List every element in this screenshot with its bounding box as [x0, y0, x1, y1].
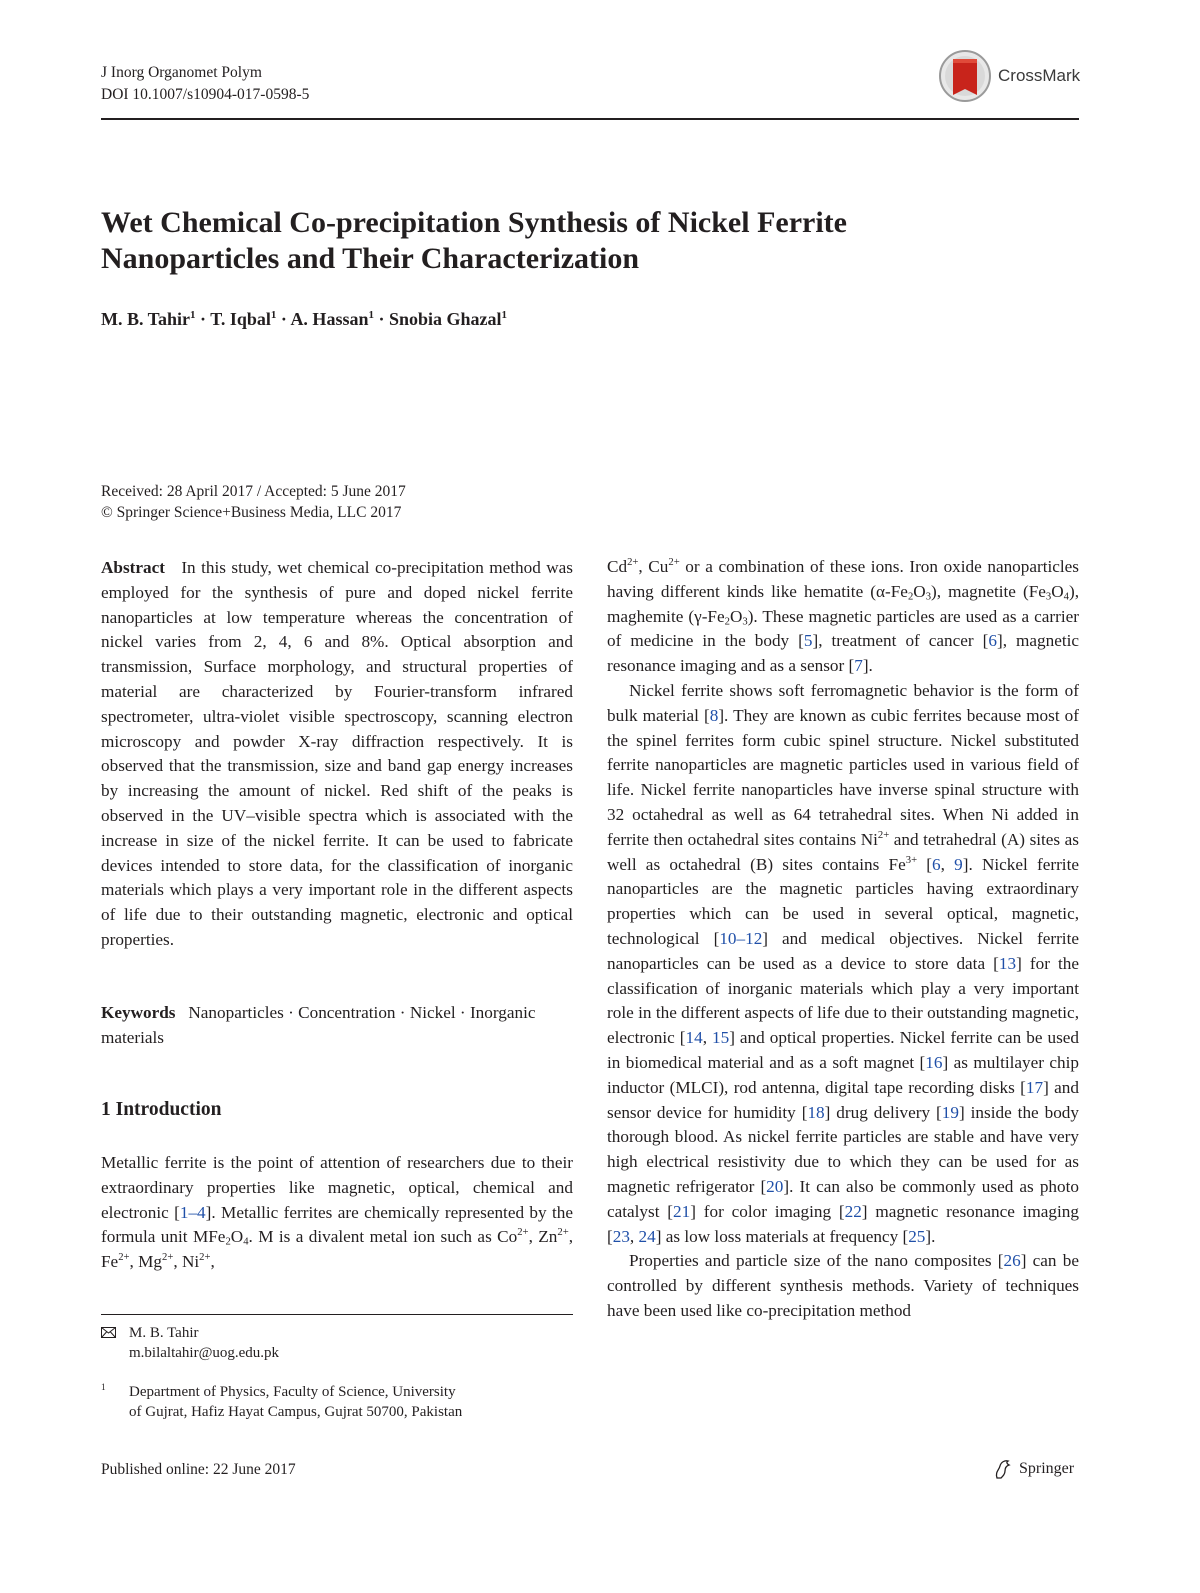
- citation-link[interactable]: 5: [803, 631, 813, 651]
- corresponding-author-email[interactable]: m.bilaltahir@uog.edu.pk: [129, 1345, 280, 1361]
- author: M. B. Tahir: [101, 309, 191, 329]
- paragraph: Properties and particle size of the nano composites [26] can be controlled by different synthesis methods. Variety of techniques have been used like co-precipitation method: [607, 1251, 1079, 1320]
- article-dates: [101, 481, 406, 523]
- doi[interactable]: DOI 10.1007/s10904-017-0598-5: [101, 86, 310, 103]
- affiliation-mark: 1: [101, 1382, 106, 1393]
- corresponding-author: [101, 1323, 279, 1363]
- paragraph: Nickel ferrite shows soft ferromagnetic behavior is the form of bulk material [8]. They are known as cubic ferrites because most of the spinel ferrites form cubic spinel structure. Nickel substituted ferrite nanoparticles are magnetic particles used in various field of life. Nickel ferrite nanoparticles have inverse spinal structure with 32 octahedral as well as 64 tetrahedral sites. When Ni added in ferrite then octahedral sites contains $Ni^{2+}$ and tetrahedral (A) sites as well as octahedral (B) sites contains $Fe^{3+}$ [6, 9]. Nickel ferrite nanoparticles are the magnetic particles having extraordinary properties which can be used in several optical, magnetic, technological [10–12] and medical objectives. Nickel ferrite nanoparticles can be used as a device to store data [13] for the classification of inorganic materials which play a very important role in the different aspects of life due to their outstanding magnetic, electronic [14, 15] and optical properties. Nickel ferrite can be used in biomedical material and as a soft magnet [16] as multilayer chip inductor (MLCI), rod antenna, digital tape recording disks [17] and sensor device for humidity [18] drug delivery [19] inside the body thorough blood. As nickel ferrite particles are stable and have very high electrical resistivity due to which they can be used for as magnetic refrigerator [20]. It can also be commonly used as photo catalyst [21] for color imaging [22] magnetic resonance imaging [23, 24] as low loss materials at frequency [25].: [607, 680, 1080, 1246]
- article-title: [101, 205, 1001, 277]
- citation-link[interactable]: 6: [988, 631, 997, 651]
- citation-link[interactable]: 18: [807, 1102, 825, 1122]
- citation-link[interactable]: 14: [685, 1028, 703, 1048]
- affiliation-mark: 1: [270, 308, 277, 321]
- keywords-text: Nanoparticles · Concentration · Nickel · Inorganic materials: [101, 1003, 536, 1047]
- author-list: M. B. Tahir$^1$ · T. Iqbal$^1$ · A. Hassan$^1$ · Snobia Ghazal$^1$: [101, 308, 508, 329]
- footnote-rule: [101, 1314, 573, 1315]
- right-column: [607, 555, 1079, 1324]
- author: Snobia Ghazal: [388, 309, 502, 329]
- received-accepted: Received: 28 April 2017 / Accepted: 5 June 2017: [101, 483, 406, 500]
- keywords-heading: Keywords: [101, 1003, 176, 1022]
- copyright: © Springer Science+Business Media, LLC 2017: [101, 504, 402, 521]
- citation-link[interactable]: 16: [925, 1052, 943, 1072]
- crossmark-icon: [938, 49, 992, 103]
- citation-link[interactable]: 17: [1025, 1077, 1044, 1097]
- title-line-1: Wet Chemical Co-precipitation Synthesis of Nickel Ferrite: [101, 206, 847, 239]
- crossmark-badge[interactable]: [938, 50, 1083, 102]
- citation-link[interactable]: 26: [1003, 1251, 1021, 1271]
- author: T. Iqbal: [210, 309, 271, 329]
- citation-link[interactable]: 19: [941, 1102, 959, 1122]
- citation-link[interactable]: 20: [766, 1176, 784, 1196]
- intro-paragraph-1: Metallic ferrite is the point of attention of researchers due to their extraordinary properties like magnetic, optical, chemical and electronic [1–4]. Metallic ferrites are chemically represented by the formula unit $MFe_2O_4$. M is a divalent metal ion such as $Co^{2+}$, $Zn^{2+}$, $Fe^{2+}$, $Mg^{2+}$, $Ni^{2+}$,: [101, 1153, 573, 1272]
- citation-link[interactable]: 25: [908, 1226, 926, 1246]
- affiliation-line: of Gujrat, Hafiz Hayat Campus, Gujrat 50700, Pakistan: [129, 1404, 463, 1420]
- citation-link[interactable]: 15: [712, 1028, 730, 1048]
- citation-link[interactable]: 24: [638, 1226, 656, 1246]
- citation-link[interactable]: 6: [932, 854, 941, 874]
- author: A. Hassan: [290, 309, 369, 329]
- published-online: Published online: 22 June 2017: [101, 1461, 296, 1478]
- citation-link[interactable]: 7: [854, 656, 863, 676]
- section-heading: 1 Introduction: [101, 1099, 222, 1120]
- citation-link[interactable]: 10–12: [719, 928, 763, 948]
- journal-header: [101, 62, 309, 106]
- keywords: [101, 1001, 573, 1051]
- citation-link[interactable]: 1–4: [179, 1202, 206, 1222]
- citation-link[interactable]: 21: [673, 1201, 691, 1221]
- affiliation-footnote: [101, 1382, 462, 1422]
- citation-link[interactable]: 13: [998, 953, 1017, 973]
- header-rule: [101, 118, 1079, 120]
- affiliation-mark: 1: [368, 308, 374, 321]
- abstract-text: In this study, wet chemical co-precipitation method was employed for the synthesis of pure and doped nickel ferrite nanoparticles at low temperature whereas the concentration of nickel varies from 2, 4, 6 and 8%. Optical absorption and transmission, Surface morphology, and structural properties of material are characterized by Fourier-transform infrared spectrometer, ultra-violet visible spectroscopy, scanning electron microscopy and powder X-ray diffraction respectively. It is observed that the transmission, size and band gap energy increases by increasing the amount of nickel. Red shift of the peaks is observed in the UV–visible spectra which is associated with the increase in size of the nickel ferrite. It can be used to fabricate devices intended to store data, for the classification of inorganic materials which plays a very important role in the different aspects of life due to their outstanding magnetic, electronic and optical properties.: [101, 558, 573, 949]
- affiliation-mark: 1: [501, 308, 508, 321]
- springer-label: Springer: [1019, 1460, 1075, 1477]
- envelope-icon: [101, 1327, 116, 1338]
- abstract: [101, 556, 573, 953]
- corresponding-author-name: M. B. Tahir: [129, 1325, 199, 1341]
- springer-horse-icon: [993, 1458, 1013, 1480]
- citation-link[interactable]: 9: [954, 854, 963, 874]
- journal-name: J Inorg Organomet Polym: [101, 64, 262, 81]
- title-line-2: Nanoparticles and Their Characterization: [101, 242, 640, 275]
- citation-link[interactable]: 22: [844, 1201, 862, 1221]
- citation-link[interactable]: 23: [612, 1226, 630, 1246]
- abstract-heading: Abstract: [101, 558, 165, 577]
- crossmark-label: CrossMark: [998, 66, 1081, 85]
- affiliation-mark: 1: [190, 308, 196, 321]
- springer-logo: [993, 1458, 1074, 1480]
- paragraph: $Cd^{2+}$, $Cu^{2+}$ or a combination of these ions. Iron oxide nanoparticles having different kinds like hematite $(\alpha-Fe_2O_3)$, magnetite $(Fe_3O_4)$, maghemite $(\gamma-Fe_2O_3)$. These magnetic particles are used as a carrier of medicine in the body [5], treatment of cancer [6], magnetic resonance imaging and as a sensor [7].: [607, 557, 1080, 676]
- citation-link[interactable]: 8: [709, 705, 719, 725]
- affiliation-line: Department of Physics, Faculty of Science, University: [129, 1384, 456, 1400]
